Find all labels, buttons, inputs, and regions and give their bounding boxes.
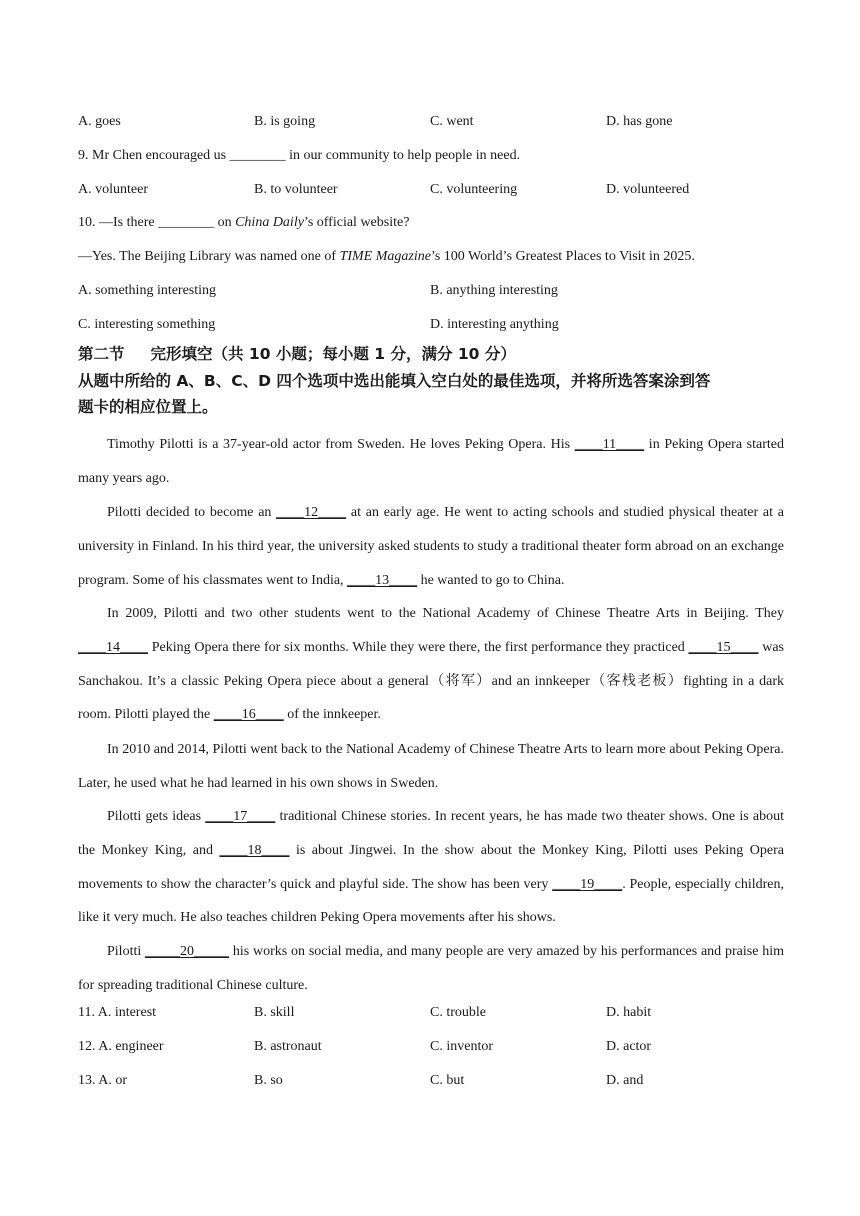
blank-17: ____17____: [205, 809, 276, 824]
q10-reply-italic: TIME Magazine: [339, 249, 431, 264]
p3-text-c: Peking Opera there for six months. While they were there, the first performance they practiced: [148, 639, 689, 655]
q11-option-b: B. skill: [254, 1005, 295, 1020]
section-title-left: 第二节: [78, 345, 125, 363]
q9-option-a: A. volunteer: [78, 182, 148, 197]
blank-13: ____13____: [347, 573, 418, 588]
q11-option-d: D. habit: [606, 1005, 652, 1020]
blank-12: ____12____: [276, 505, 347, 520]
p1-text-c: in Peking Opera started many years ago.: [78, 437, 784, 486]
p3-text-e: of the innkeeper.: [283, 707, 381, 723]
q12-option-c: C. inventor: [430, 1039, 493, 1054]
q10-stem-after: ’s official website?: [303, 215, 410, 230]
passage-paragraph-4: [78, 733, 784, 801]
p3-text-d: was Sanchakou. It’s a classic Peking Opera piece about a general（将军）and an innkeeper（客栈老板）fighting in a dark room. Pilotti played the: [78, 639, 784, 723]
q8-option-a: A. goes: [78, 114, 121, 129]
q10-option-b: B. anything interesting: [430, 283, 558, 298]
blank-11: ____11____: [574, 437, 645, 452]
q11-options: [78, 1003, 784, 1023]
p3-text-a: In 2009, Pilotti and two other students went to the National Academy of Chinese Theatre Arts in Beijing. They: [107, 606, 784, 621]
p2-text-d: he wanted to go to China.: [417, 573, 565, 588]
q12-option-d: D. actor: [606, 1039, 652, 1054]
q10-option-d: D. interesting anything: [430, 317, 559, 332]
q8-option-c: C. went: [430, 114, 474, 129]
q13-option-a: 13. A. or: [78, 1073, 127, 1088]
q13-option-b: B. so: [254, 1073, 283, 1088]
q9-stem: [78, 146, 520, 166]
q10-stem-mid: on: [214, 215, 236, 230]
q10-option-c: C. interesting something: [78, 317, 216, 332]
q8-option-b: B. is going: [254, 114, 316, 129]
q10-stem: [78, 213, 409, 233]
blank-19: ____19____: [552, 876, 623, 892]
q11-option-a: 11. A. interest: [78, 1005, 157, 1020]
q9-option-b: B. to volunteer: [254, 182, 338, 197]
q11-option-c: C. trouble: [430, 1005, 486, 1020]
p5-text-a: Pilotti gets ideas: [107, 809, 206, 824]
blank-20: _____20_____: [145, 944, 230, 959]
q9-option-c: C. volunteering: [430, 182, 518, 197]
q10-reply: [78, 247, 695, 267]
q12-option-b: B. astronaut: [254, 1039, 322, 1054]
p5-text-c: traditional Chinese stories. In recent years, he has made two theater shows. One is about the Monkey King, and: [78, 809, 784, 858]
section-title: [78, 344, 516, 364]
q10-option-a: A. something interesting: [78, 283, 217, 298]
q10-stem-italic: China Daily: [235, 215, 304, 230]
p5-text-e: . People, especially children, like it very much. He also teaches children Peking Opera movements after his shows.: [78, 876, 784, 926]
q8-option-d: D. has gone: [606, 114, 673, 129]
passage-paragraph-1: [78, 428, 784, 496]
p2-text-c: at an early age. He went to acting schools and studied physical theater at a university in Finland. In his third year, the university asked students to study a traditional theater form abroad on an exchange program. Some of his classmates went to India,: [78, 505, 784, 588]
blank-18: ____18____: [219, 842, 290, 858]
section-instruction-1: 从题中所给的 A、B、C、D 四个选项中选出能填入空白处的最佳选项，并将所选答案涂到答: [78, 372, 711, 390]
q9-blank: ________: [229, 148, 286, 163]
q13-options: [78, 1071, 784, 1091]
q9-stem-before: 9. Mr Chen encouraged us: [78, 148, 230, 163]
p5-text-d: is about Jingwei. In the show about the Monkey King, Pilotti uses Peking Opera movements to show the character’s quick and playful side. The show has been very: [78, 842, 785, 892]
q9-options: [78, 180, 784, 200]
passage-paragraph-3: [78, 597, 784, 732]
q13-option-d: D. and: [606, 1073, 644, 1088]
blank-14: ____14____: [78, 639, 148, 655]
p2-text-a: Pilotti decided to become an: [107, 505, 277, 520]
q10-reply-after: ’s 100 World’s Greatest Places to Visit in 2025.: [430, 249, 695, 264]
blank-16: ____16____: [213, 707, 284, 723]
q12-option-a: 12. A. engineer: [78, 1039, 164, 1054]
q9-stem-after: in our community to help people in need.: [285, 148, 521, 163]
p6-text-a: Pilotti: [107, 944, 146, 959]
passage-paragraph-2: [78, 496, 784, 598]
passage-paragraph-5: [78, 800, 784, 935]
q10-blank: ________: [158, 215, 215, 230]
q8-options: [78, 112, 784, 132]
q10-options-row1: [78, 281, 784, 301]
q10-stem-before: 10. —Is there: [78, 215, 159, 230]
q9-option-d: D. volunteered: [606, 182, 690, 197]
q13-option-c: C. but: [430, 1073, 465, 1088]
blank-15: ____15____: [688, 639, 759, 655]
p1-text-a: Timothy Pilotti is a 37-year-old actor from Sweden. He loves Peking Opera. His: [107, 437, 575, 452]
q10-options-row2: [78, 315, 784, 335]
q12-options: [78, 1037, 784, 1057]
q10-reply-before: —Yes. The Beijing Library was named one of: [78, 249, 340, 264]
section-instruction-2: 题卡的相应位置上。: [78, 398, 218, 416]
passage-paragraph-6: [78, 935, 784, 1003]
section-title-right: 完形填空（共 10 小题；每小题 1 分，满分 10 分）: [150, 345, 516, 363]
p4-text-a: In 2010 and 2014, Pilotti went back to the National Academy of Chinese Theatre Arts to learn more about Peking Opera. Later, he used what he had learned in his own shows in Sweden.: [78, 742, 784, 791]
p6-text-c: his works on social media, and many people are very amazed by his performances and praise him for spreading traditional Chinese culture.: [78, 944, 784, 993]
